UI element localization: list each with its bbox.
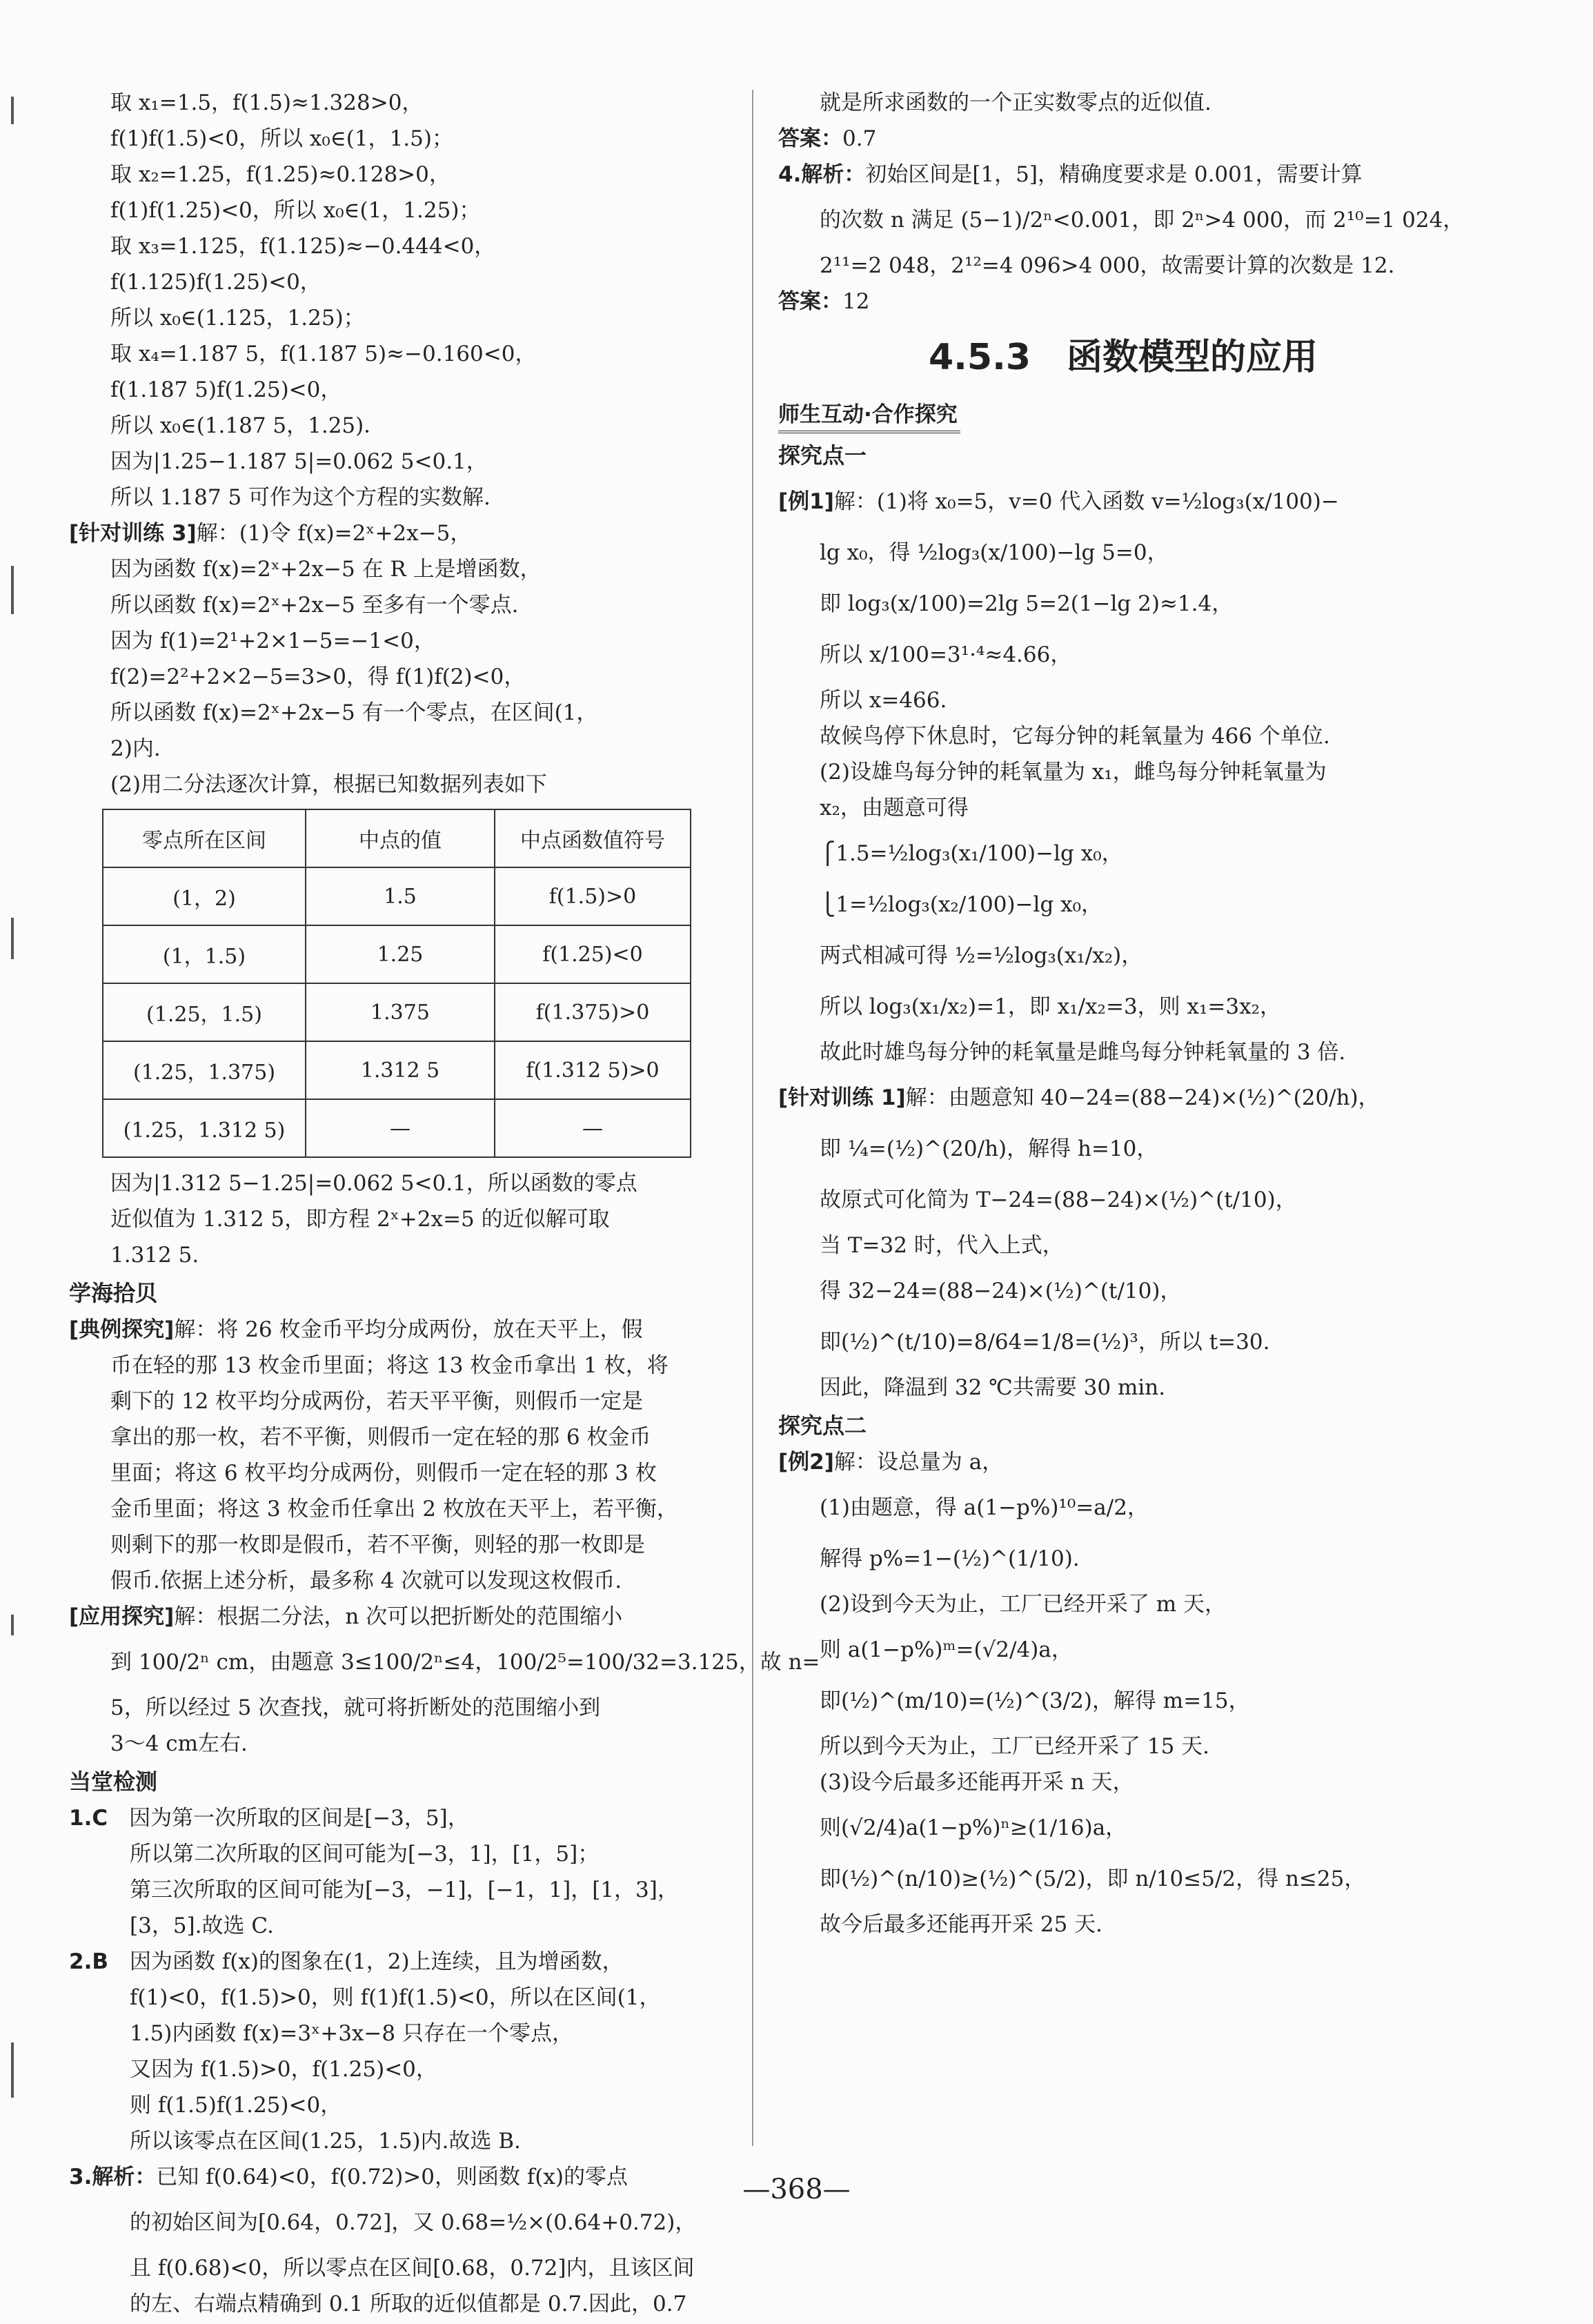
sub-heading: 师生互动·合作探究	[778, 399, 960, 433]
text-line: 所以 x/100=3¹·⁴≈4.66，	[820, 642, 1072, 667]
text-line: 故今后最多还能再开采 25 天.	[820, 1912, 1103, 1937]
text-line: f(1)<0，f(1.5)>0，则 f(1)f(1.5)<0，所以在区间(1，	[130, 1985, 661, 2010]
example-tag: [例1]	[778, 489, 834, 514]
table-row	[103, 1099, 691, 1157]
text-line: 取 x₂=1.25，f(1.25)≈0.128>0，	[110, 162, 451, 187]
text-line: 解：设总量为 a，	[833, 1450, 1004, 1475]
text-line: 币在轻的那 13 枚金币里面；将这 13 枚金币拿出 1 枚，将	[110, 1353, 669, 1378]
table-cell: f(1.312 5)>0	[495, 1041, 691, 1099]
text-line: 因为函数 f(x)=2ˣ+2x−5 在 R 上是增函数，	[110, 557, 542, 582]
text-line: 所以该零点在区间(1.25，1.5)内.故选 B.	[130, 2129, 521, 2154]
training-3	[69, 518, 731, 800]
text-line: 已知 f(0.64)<0，f(0.72)>0，则函数 f(x)的零点	[156, 2165, 628, 2189]
text-line: 近似值为 1.312 5，即方程 2ˣ+2x=5 的近似解可取	[110, 1207, 610, 1232]
text-line: 里面；将这 6 枚平均分成两份，则假币一定在轻的那 3 枚	[110, 1461, 657, 1486]
margin-mark	[11, 2042, 14, 2098]
text-line: 到 100/2ⁿ cm，由题意 3≤100/2ⁿ≤4，100/2⁵=100/32=3.125，故 n=	[110, 1650, 820, 1675]
text-line: 则 f(1.5)f(1.25)<0，	[130, 2093, 342, 2118]
text-line: (2)设到今天为止，工厂已经开采了 m 天，	[820, 1592, 1227, 1617]
table-cell: (1.25，1.5)	[103, 983, 306, 1041]
text-line: f(2)=2²+2×2−5=3>0，得 f(1)f(2)<0，	[110, 664, 526, 689]
table-row	[103, 983, 691, 1041]
text-line: 解：(1)令 f(x)=2ˣ+2x−5，	[196, 521, 472, 546]
answer-label: 答案：	[778, 289, 842, 314]
text-line: 假币.依据上述分析，最多称 4 次就可以发现这枚假币.	[110, 1568, 622, 1593]
text-line: 因此，降温到 32 ℃共需要 30 min.	[820, 1375, 1166, 1400]
text-line: 第三次所取的区间可能为[−3，−1]，[−1，1]，[1，3]，	[130, 1878, 679, 1902]
text-line: 即(½)^(m/10)=(½)^(3/2)，解得 m=15，	[820, 1688, 1250, 1713]
text-line: 所以 log₃(x₁/x₂)=1，即 x₁/x₂=3，则 x₁=3x₂，	[820, 994, 1282, 1019]
text-line: 因为函数 f(x)的图象在(1，2)上连续，且为增函数，	[129, 1949, 624, 1974]
text-line: 则(√2/4)a(1−p%)ⁿ≥(1/16)a，	[820, 1815, 1127, 1840]
text-line: 即(½)^(t/10)=8/64=1/8=(½)³，所以 t=30.	[820, 1330, 1270, 1355]
text-line: 解得 p%=1−(½)^(1/10).	[820, 1546, 1080, 1571]
table-cell: (1.25，1.312 5)	[103, 1099, 306, 1157]
question-number: 1.C	[69, 1806, 108, 1831]
table-header-row	[103, 809, 691, 867]
text-line: 因为|1.312 5−1.25|=0.062 5<0.1，所以函数的零点	[110, 1171, 637, 1196]
bisection-steps	[69, 87, 731, 513]
text-line: f(1.125)f(1.25)<0，	[110, 270, 321, 295]
text-line: 解：将 26 枚金币平均分成两份，放在天平上，假	[174, 1317, 643, 1342]
text-line: f(1)f(1.5)<0，所以 x₀∈(1，1.5)；	[110, 126, 453, 151]
analysis-tag: 解析：	[92, 2165, 157, 2189]
answer-value: 12	[842, 289, 870, 314]
training-tag: [针对训练 1]	[778, 1085, 906, 1110]
text-line: 就是所求函数的一个正实数零点的近似值.	[820, 90, 1211, 115]
text-line: 所以到今天为止，工厂已经开采了 15 天.	[820, 1734, 1210, 1759]
text-line: 取 x₄=1.187 5，f(1.187 5)≈−0.160<0，	[110, 342, 537, 366]
text-line: 且 f(0.68)<0，所以零点在区间[0.68，0.72]内，且该区间	[130, 2256, 695, 2281]
table-row	[103, 925, 691, 983]
text-line: 5，所以经过 5 次查找，就可将折断处的范围缩小到	[110, 1695, 601, 1720]
table-cell: 1.375	[306, 983, 495, 1041]
text-line: (1)由题意，得 a(1−p%)¹⁰=a/2，	[820, 1495, 1149, 1520]
training-1	[778, 1076, 1468, 1404]
table-cell: (1，2)	[103, 867, 306, 925]
text-line: 因为第一次所取的区间是[−3，5]，	[129, 1806, 469, 1831]
text-line: f(1.187 5)f(1.25)<0，	[110, 377, 342, 402]
table-cell: —	[495, 1099, 691, 1157]
text-line: 取 x₃=1.125，f(1.125)≈−0.444<0，	[110, 234, 496, 259]
text-line: 所以 x=466.	[820, 688, 947, 713]
margin-mark	[11, 566, 14, 614]
text-line: 则剩下的那一枚即是假币，若不平衡，则轻的那一枚即是	[110, 1533, 645, 1557]
text-line: 3～4 cm左右.	[110, 1731, 248, 1756]
text-line: 故此时雄鸟每分钟的耗氧量是雌鸟每分钟耗氧量的 3 倍.	[820, 1040, 1346, 1065]
text-line: 2)内.	[110, 736, 161, 761]
explore-heading-2: 探究点二	[778, 1412, 867, 1439]
page-number: —368—	[742, 2174, 851, 2205]
text-line: 剩下的 12 枚平均分成两份，若天平平衡，则假币一定是	[110, 1389, 644, 1414]
table-row	[103, 867, 691, 925]
text-line: 得 32−24=(88−24)×(½)^(t/10)，	[820, 1279, 1182, 1303]
example-tag: [应用探究]	[69, 1604, 175, 1629]
question-2	[69, 1946, 731, 2157]
text-line: 解：根据二分法，n 次可以把折断处的范围缩小	[174, 1604, 623, 1629]
application-example	[69, 1601, 820, 1760]
text-line: (3)设今后最多还能再开采 n 天，	[820, 1770, 1134, 1795]
margin-mark	[11, 1615, 14, 1635]
column-divider	[752, 90, 753, 2146]
question-4	[778, 159, 1468, 282]
text-line: 1.5)内函数 f(x)=3ˣ+3x−8 只存在一个零点，	[130, 2021, 573, 2046]
table-cell: (1.25，1.375)	[103, 1041, 306, 1099]
section-heading-dangtang: 当堂检测	[69, 1769, 158, 1795]
margin-mark	[11, 918, 14, 959]
text-line: [3，5].故选 C.	[130, 1913, 274, 1938]
text-line: 所以函数 f(x)=2ˣ+2x−5 至多有一个零点.	[110, 593, 519, 618]
example-2	[778, 1446, 1468, 1940]
text-line: 即(½)^(n/10)≥(½)^(5/2)，即 n/10≤5/2，得 n≤25，	[820, 1867, 1366, 1891]
training-tag: [针对训练 3]	[69, 521, 197, 546]
bisection-table	[102, 809, 691, 1158]
text-line: 故候鸟停下休息时，它每分钟的耗氧量为 466 个单位.	[820, 724, 1330, 749]
text-line: 取 x₁=1.5，f(1.5)≈1.328>0，	[110, 90, 424, 115]
answer-value: 0.7	[842, 126, 877, 151]
table-cell: 1.312 5	[306, 1041, 495, 1099]
table-header: 中点函数值符号	[495, 809, 691, 867]
question-1	[69, 1802, 731, 1942]
text-line: 1.312 5.	[110, 1243, 199, 1268]
table-cell: 1.25	[306, 925, 495, 983]
table-header: 中点的值	[306, 809, 495, 867]
text-line: 所以第二次所取的区间可能为[−3，1]，[1，5]；	[130, 1842, 600, 1867]
table-cell: (1，1.5)	[103, 925, 306, 983]
table-row	[103, 1041, 691, 1099]
table-cell: 1.5	[306, 867, 495, 925]
text-line: 所以函数 f(x)=2ˣ+2x−5 有一个零点，在区间(1，	[110, 700, 598, 725]
text-line: 即 log₃(x/100)=2lg 5=2(1−lg 2)≈1.4，	[820, 591, 1234, 616]
section-title: 4.5.3 函数模型的应用	[928, 337, 1318, 378]
text-line: 所以 x₀∈(1.125，1.25)；	[110, 306, 365, 331]
example-tag: [例2]	[778, 1450, 834, 1475]
question-number: 2.B	[69, 1949, 108, 1974]
text-line: 因为|1.25−1.187 5|=0.062 5<0.1，	[110, 449, 488, 474]
text-line: (2)用二分法逐次计算，根据已知数据列表如下	[110, 772, 547, 797]
text-line: 即 ¼=(½)^(20/h)，解得 h=10，	[820, 1136, 1158, 1161]
example-tag: [典例探究]	[69, 1317, 175, 1342]
text-line: 因为 f(1)=2¹+2×1−5=−1<0，	[110, 629, 435, 653]
text-line: 2¹¹=2 048，2¹²=4 096>4 000，故需要计算的次数是 12.	[820, 253, 1395, 278]
text-line: 故原式可化简为 T−24=(88−24)×(½)^(t/10)，	[820, 1188, 1297, 1212]
text-line: 则 a(1−p%)ᵐ=(√2/4)a，	[820, 1637, 1073, 1662]
text-line: f(1)f(1.25)<0，所以 x₀∈(1，1.25)；	[110, 198, 481, 223]
margin-mark	[11, 97, 14, 124]
text-line: 的初始区间为[0.64，0.72]，又 0.68=½×(0.64+0.72)，	[130, 2210, 697, 2235]
explore-heading-1: 探究点一	[778, 442, 867, 469]
text-line: 两式相减可得 ½=½log₃(x₁/x₂)，	[820, 943, 1143, 968]
table-cell: f(1.5)>0	[495, 867, 691, 925]
text-line: 的左、右端点精确到 0.1 所取的近似值都是 0.7.因此，0.7	[130, 2292, 687, 2316]
answer-label: 答案：	[778, 126, 842, 151]
text-line: 金币里面；将这 3 枚金币任拿出 2 枚放在天平上，若平衡，	[110, 1497, 678, 1522]
example-1	[778, 480, 1468, 1068]
right-column	[778, 83, 1468, 1944]
question-number: 3.	[69, 2165, 92, 2189]
typical-example	[69, 1314, 731, 1597]
text-line: 所以 1.187 5 可作为这个方程的实数解.	[110, 485, 491, 510]
text-line: ⎩1=½log₃(x₂/100)−lg x₀，	[820, 892, 1103, 917]
text-line: 初始区间是[1，5]，精确度要求是 0.001，需要计算	[865, 162, 1363, 187]
text-line: x₂，由题意可得	[820, 796, 969, 820]
table-cell: f(1.25)<0	[495, 925, 691, 983]
text-line: 解：由题意知 40−24=(88−24)×(½)^(20/h)，	[905, 1085, 1380, 1110]
table-cell: f(1.375)>0	[495, 983, 691, 1041]
text-line: 当 T=32 时，代入上式，	[820, 1233, 1064, 1258]
question-number: 4.	[778, 162, 802, 187]
text-line: 拿出的那一枚，若不平衡，则假币一定在轻的那 6 枚金币	[110, 1425, 651, 1450]
table-cell: —	[306, 1099, 495, 1157]
analysis-tag: 解析：	[801, 162, 866, 187]
text-line: 的次数 n 满足 (5−1)/2ⁿ<0.001，即 2ⁿ>4 000，而 2¹⁰=1 024，	[820, 208, 1465, 233]
text-line: ⎧1.5=½log₃(x₁/100)−lg x₀，	[820, 841, 1123, 866]
text-line: 所以 x₀∈(1.187 5，1.25)．	[110, 413, 386, 438]
table-header: 零点所在区间	[103, 809, 306, 867]
table-conclusion	[69, 1168, 731, 1271]
text-line: 解：(1)将 x₀=5，v=0 代入函数 v=½log₃(x/100)−	[833, 489, 1339, 514]
section-heading-xuehai: 学海拾贝	[69, 1280, 158, 1306]
text-line: lg x₀，得 ½log₃(x/100)−lg 5=0，	[820, 540, 1169, 565]
text-line: (2)设雄鸟每分钟的耗氧量为 x₁，雌鸟每分钟耗氧量为	[820, 760, 1327, 785]
text-line: 又因为 f(1.5)>0，f(1.25)<0，	[130, 2057, 437, 2082]
